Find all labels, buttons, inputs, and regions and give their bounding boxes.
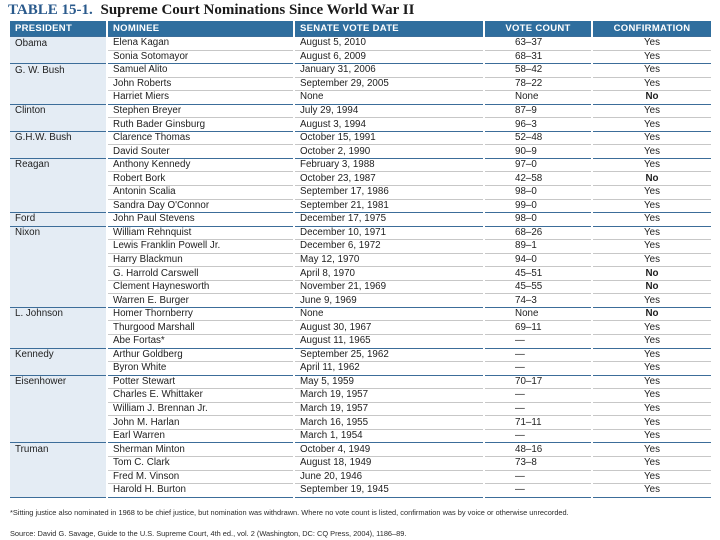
column-header-confirmation: CONFIRMATION — [592, 21, 711, 37]
confirmation-cell: Yes — [592, 37, 711, 51]
date-cell: August 11, 1965 — [294, 335, 484, 349]
nominee-cell: Harold H. Burton — [107, 484, 294, 498]
confirmation-cell: Yes — [592, 118, 711, 132]
table-row — [10, 294, 711, 308]
president-cell: Obama — [10, 37, 107, 51]
president-cell: G. W. Bush — [10, 64, 107, 78]
president-cell: L. Johnson — [10, 307, 107, 321]
table-row — [10, 470, 711, 484]
nominee-cell: Earl Warren — [107, 429, 294, 443]
table-row — [10, 484, 711, 498]
vote-count-cell: — — [484, 348, 592, 362]
table-row — [10, 402, 711, 416]
date-cell: October 15, 1991 — [294, 131, 484, 145]
vote-count-cell: 45–51 — [484, 267, 592, 281]
nominee-cell: William J. Brennan Jr. — [107, 402, 294, 416]
table-label: TABLE 15-1. — [8, 2, 93, 18]
confirmation-cell: Yes — [592, 348, 711, 362]
president-cell — [10, 253, 107, 267]
confirmation-cell: Yes — [592, 335, 711, 349]
nominee-cell: Charles E. Whittaker — [107, 389, 294, 403]
vote-count-cell: — — [484, 484, 592, 498]
confirmation-cell: Yes — [592, 416, 711, 430]
president-cell — [10, 321, 107, 335]
nominee-cell: Sherman Minton — [107, 443, 294, 457]
nominee-cell: Elena Kagan — [107, 37, 294, 51]
confirmation-cell: Yes — [592, 199, 711, 213]
nominee-cell: Antonin Scalia — [107, 186, 294, 200]
vote-count-cell: — — [484, 402, 592, 416]
date-cell: September 29, 2005 — [294, 77, 484, 91]
president-cell: Clinton — [10, 104, 107, 118]
date-cell: October 4, 1949 — [294, 443, 484, 457]
table-row — [10, 50, 711, 64]
president-cell: Eisenhower — [10, 375, 107, 389]
date-cell: September 21, 1981 — [294, 199, 484, 213]
nominations-table — [10, 21, 711, 498]
confirmation-cell: Yes — [592, 470, 711, 484]
president-cell — [10, 470, 107, 484]
vote-count-cell: 42–58 — [484, 172, 592, 186]
nominee-cell: Clarence Thomas — [107, 131, 294, 145]
table-row — [10, 172, 711, 186]
president-cell: Nixon — [10, 226, 107, 240]
confirmation-cell: No — [592, 280, 711, 294]
table-row — [10, 91, 711, 105]
vote-count-cell: 73–8 — [484, 456, 592, 470]
nominee-cell: Potter Stewart — [107, 375, 294, 389]
footnote: *Sitting justice also nominated in 1968 to be chief justice, but nomination was withdrawn. Where no vote count is listed, confirmation was by voice or otherwise unrecorded. — [10, 508, 569, 517]
confirmation-cell: Yes — [592, 253, 711, 267]
table-row — [10, 416, 711, 430]
vote-count-cell: — — [484, 470, 592, 484]
table-title-text: Supreme Court Nominations Since World War II — [100, 2, 415, 18]
confirmation-cell: Yes — [592, 50, 711, 64]
president-cell — [10, 389, 107, 403]
nominee-cell: Sonia Sotomayor — [107, 50, 294, 64]
nominee-cell: Lewis Franklin Powell Jr. — [107, 240, 294, 254]
table-row — [10, 77, 711, 91]
confirmation-cell: Yes — [592, 402, 711, 416]
nominee-cell: Thurgood Marshall — [107, 321, 294, 335]
nominee-cell: Clement Haynesworth — [107, 280, 294, 294]
vote-count-cell: 52–48 — [484, 131, 592, 145]
table-row — [10, 145, 711, 159]
table-row — [10, 226, 711, 240]
confirmation-cell: Yes — [592, 443, 711, 457]
nominee-cell: Harry Blackmun — [107, 253, 294, 267]
vote-count-cell: 63–37 — [484, 37, 592, 51]
table-row — [10, 240, 711, 254]
confirmation-cell: Yes — [592, 429, 711, 443]
date-cell: March 19, 1957 — [294, 389, 484, 403]
vote-count-cell: 70–17 — [484, 375, 592, 389]
vote-count-cell: 74–3 — [484, 294, 592, 308]
nominee-cell: Robert Bork — [107, 172, 294, 186]
nominee-cell: Tom C. Clark — [107, 456, 294, 470]
date-cell: December 17, 1975 — [294, 213, 484, 227]
nominee-cell: John Roberts — [107, 77, 294, 91]
vote-count-cell: 89–1 — [484, 240, 592, 254]
vote-count-cell: — — [484, 429, 592, 443]
date-cell: March 1, 1954 — [294, 429, 484, 443]
president-cell: Ford — [10, 213, 107, 227]
vote-count-cell: 96–3 — [484, 118, 592, 132]
president-cell — [10, 199, 107, 213]
confirmation-cell: Yes — [592, 389, 711, 403]
date-cell: March 16, 1955 — [294, 416, 484, 430]
nominee-cell: Anthony Kennedy — [107, 158, 294, 172]
date-cell: August 6, 2009 — [294, 50, 484, 64]
president-cell: G.H.W. Bush — [10, 131, 107, 145]
nominee-cell: John Paul Stevens — [107, 213, 294, 227]
date-cell: March 19, 1957 — [294, 402, 484, 416]
president-cell — [10, 335, 107, 349]
vote-count-cell: 69–11 — [484, 321, 592, 335]
confirmation-cell: Yes — [592, 77, 711, 91]
president-cell — [10, 145, 107, 159]
table-header-row — [10, 21, 711, 37]
nominee-cell: Ruth Bader Ginsburg — [107, 118, 294, 132]
nominee-cell: William Rehnquist — [107, 226, 294, 240]
confirmation-cell: Yes — [592, 294, 711, 308]
president-cell — [10, 50, 107, 64]
table-row — [10, 253, 711, 267]
vote-count-cell: 99–0 — [484, 199, 592, 213]
vote-count-cell: 45–55 — [484, 280, 592, 294]
nominee-cell: Stephen Breyer — [107, 104, 294, 118]
table-row — [10, 429, 711, 443]
president-cell: Truman — [10, 443, 107, 457]
table-row — [10, 64, 711, 78]
date-cell: May 5, 1959 — [294, 375, 484, 389]
source-note: Source: David G. Savage, Guide to the U.S. Supreme Court, 4th ed., vol. 2 (Washington, DC: CQ Press, 2004), 1186–89. — [10, 529, 407, 538]
confirmation-cell: No — [592, 91, 711, 105]
table-row — [10, 104, 711, 118]
confirmation-cell: Yes — [592, 375, 711, 389]
date-cell: February 3, 1988 — [294, 158, 484, 172]
president-cell: Kennedy — [10, 348, 107, 362]
date-cell: August 18, 1949 — [294, 456, 484, 470]
table-row — [10, 456, 711, 470]
column-header-vote-count: VOTE COUNT — [484, 21, 592, 37]
table-row — [10, 186, 711, 200]
date-cell: None — [294, 91, 484, 105]
president-cell — [10, 429, 107, 443]
president-cell — [10, 402, 107, 416]
president-cell — [10, 91, 107, 105]
date-cell: April 8, 1970 — [294, 267, 484, 281]
table-row — [10, 362, 711, 376]
nominee-cell: Harriet Miers — [107, 91, 294, 105]
president-cell — [10, 172, 107, 186]
nominee-cell: Abe Fortas* — [107, 335, 294, 349]
president-cell — [10, 118, 107, 132]
table-row — [10, 158, 711, 172]
president-cell — [10, 294, 107, 308]
column-header-nominee: NOMINEE — [107, 21, 294, 37]
nominee-cell: John M. Harlan — [107, 416, 294, 430]
confirmation-cell: Yes — [592, 186, 711, 200]
confirmation-cell: Yes — [592, 240, 711, 254]
nominee-cell: Fred M. Vinson — [107, 470, 294, 484]
nominee-cell: Homer Thornberry — [107, 307, 294, 321]
table-row — [10, 375, 711, 389]
president-cell — [10, 484, 107, 498]
date-cell: December 6, 1972 — [294, 240, 484, 254]
date-cell: August 5, 2010 — [294, 37, 484, 51]
vote-count-cell: 87–9 — [484, 104, 592, 118]
vote-count-cell: — — [484, 362, 592, 376]
vote-count-cell: 58–42 — [484, 64, 592, 78]
table-row — [10, 131, 711, 145]
table-body — [10, 37, 711, 498]
date-cell: August 3, 1994 — [294, 118, 484, 132]
date-cell: November 21, 1969 — [294, 280, 484, 294]
president-cell — [10, 240, 107, 254]
confirmation-cell: Yes — [592, 64, 711, 78]
date-cell: September 19, 1945 — [294, 484, 484, 498]
confirmation-cell: Yes — [592, 104, 711, 118]
confirmation-cell: Yes — [592, 145, 711, 159]
confirmation-cell: Yes — [592, 456, 711, 470]
president-cell — [10, 77, 107, 91]
column-header-senate-vote-date: SENATE VOTE DATE — [294, 21, 484, 37]
date-cell: April 11, 1962 — [294, 362, 484, 376]
table-title — [8, 2, 708, 20]
date-cell: August 30, 1967 — [294, 321, 484, 335]
nominee-cell: Arthur Goldberg — [107, 348, 294, 362]
vote-count-cell: 48–16 — [484, 443, 592, 457]
date-cell: None — [294, 307, 484, 321]
date-cell: June 9, 1969 — [294, 294, 484, 308]
table-row — [10, 37, 711, 51]
nominee-cell: Samuel Alito — [107, 64, 294, 78]
vote-count-cell: — — [484, 389, 592, 403]
vote-count-cell: 94–0 — [484, 253, 592, 267]
date-cell: December 10, 1971 — [294, 226, 484, 240]
confirmation-cell: Yes — [592, 131, 711, 145]
confirmation-cell: Yes — [592, 321, 711, 335]
vote-count-cell: 98–0 — [484, 213, 592, 227]
table-row — [10, 118, 711, 132]
table-row — [10, 348, 711, 362]
vote-count-cell: 78–22 — [484, 77, 592, 91]
president-cell: Reagan — [10, 158, 107, 172]
table-row — [10, 335, 711, 349]
table-row — [10, 280, 711, 294]
confirmation-cell: No — [592, 307, 711, 321]
vote-count-cell: 97–0 — [484, 158, 592, 172]
confirmation-cell: Yes — [592, 213, 711, 227]
vote-count-cell: 98–0 — [484, 186, 592, 200]
president-cell — [10, 186, 107, 200]
table-row — [10, 199, 711, 213]
confirmation-cell: No — [592, 172, 711, 186]
president-cell — [10, 416, 107, 430]
president-cell — [10, 456, 107, 470]
president-cell — [10, 280, 107, 294]
vote-count-cell: None — [484, 307, 592, 321]
date-cell: October 23, 1987 — [294, 172, 484, 186]
date-cell: July 29, 1994 — [294, 104, 484, 118]
confirmation-cell: Yes — [592, 362, 711, 376]
vote-count-cell: 90–9 — [484, 145, 592, 159]
president-cell — [10, 362, 107, 376]
confirmation-cell: Yes — [592, 226, 711, 240]
nominee-cell: Sandra Day O'Connor — [107, 199, 294, 213]
date-cell: January 31, 2006 — [294, 64, 484, 78]
date-cell: May 12, 1970 — [294, 253, 484, 267]
vote-count-cell: 68–26 — [484, 226, 592, 240]
table-row — [10, 389, 711, 403]
column-header-president: PRESIDENT — [10, 21, 107, 37]
nominee-cell: Warren E. Burger — [107, 294, 294, 308]
table-row — [10, 213, 711, 227]
president-cell — [10, 267, 107, 281]
nominee-cell: G. Harrold Carswell — [107, 267, 294, 281]
date-cell: October 2, 1990 — [294, 145, 484, 159]
vote-count-cell: 68–31 — [484, 50, 592, 64]
nominee-cell: Byron White — [107, 362, 294, 376]
table-row — [10, 267, 711, 281]
confirmation-cell: Yes — [592, 158, 711, 172]
table-row — [10, 307, 711, 321]
table-row — [10, 321, 711, 335]
confirmation-cell: Yes — [592, 484, 711, 498]
confirmation-cell: No — [592, 267, 711, 281]
date-cell: June 20, 1946 — [294, 470, 484, 484]
date-cell: September 17, 1986 — [294, 186, 484, 200]
nominee-cell: David Souter — [107, 145, 294, 159]
vote-count-cell: None — [484, 91, 592, 105]
table-row — [10, 443, 711, 457]
vote-count-cell: 71–11 — [484, 416, 592, 430]
date-cell: September 25, 1962 — [294, 348, 484, 362]
vote-count-cell: — — [484, 335, 592, 349]
